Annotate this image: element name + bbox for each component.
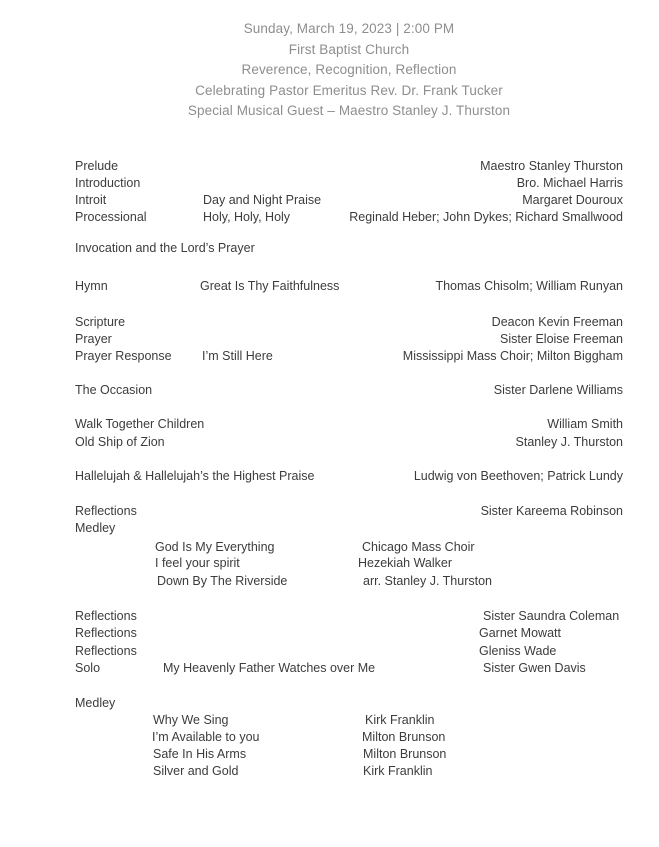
program-row [75,434,623,451]
program-cell: Milton Brunson [363,747,447,761]
program-row [75,763,623,780]
program-cell: Gleniss Wade [479,644,557,658]
program-row [75,660,623,677]
header-line: Special Musical Guest – Maestro Stanley J. Thurston [187,103,511,118]
program-row [75,520,623,537]
program-cell: Mississippi Mass Choir; Milton Biggham [402,349,623,363]
program-row [75,158,623,175]
program-cell: Sister Gwen Davis [483,661,586,675]
program [75,0,623,847]
program-row [75,503,623,520]
program-cell: God Is My Everything [155,540,275,554]
program-row [75,468,623,485]
program-cell: Bro. Michael Harris [516,176,623,190]
program-cell: I’m Available to you [152,730,260,744]
program-cell: Sister Saundra Coleman [483,609,620,623]
program-cell: Solo [75,661,101,675]
program-cell: Down By The Riverside [157,574,288,588]
program-cell: Reflections [75,609,137,623]
program-cell: Medley [75,521,116,535]
program-row [75,555,623,572]
program-cell: I feel your spirit [155,556,240,570]
program-cell: Sister Darlene Williams [493,383,623,397]
program-cell: Walk Together Children [75,417,205,431]
program-cell: Thomas Chisolm; William Runyan [435,279,623,293]
program-cell: Prayer [75,332,112,346]
program-cell: Medley [75,696,116,710]
program-cell: Old Ship of Zion [75,435,165,449]
program-row [75,746,623,763]
program-cell: Maestro Stanley Thurston [480,159,623,173]
program-row [75,712,623,729]
program-cell: Hezekiah Walker [358,556,453,570]
program-row [75,573,623,590]
program-cell: Processional [75,210,147,224]
header-line: Celebrating Pastor Emeritus Rev. Dr. Frank Tucker [195,82,503,98]
program-row [75,192,623,209]
program-cell: Invocation and the Lord’s Prayer [75,241,255,255]
program-cell: Stanley J. Thurston [515,435,623,449]
program-cell: Introduction [75,176,141,190]
program-row [75,608,623,625]
program-row [75,695,623,712]
program-cell: Reflections [75,626,137,640]
program-cell: Introit [75,193,107,207]
program-cell: Ludwig von Beethoven; Patrick Lundy [413,469,623,483]
program-cell: Prayer Response [75,349,172,363]
program-cell: arr. Stanley J. Thurston [363,574,492,588]
program-cell: My Heavenly Father Watches over Me [163,661,376,675]
program-cell: Milton Brunson [362,730,446,744]
program-cell: The Occasion [75,383,153,397]
program-cell: Hymn [75,279,108,293]
program-cell: Scripture [75,315,126,329]
program-row [75,278,623,295]
header-line: First Baptist Church [288,41,410,57]
program-cell: Day and Night Praise [203,193,322,207]
program-cell: Great Is Thy Faithfulness [200,279,340,293]
program-cell: Margaret Douroux [522,193,623,207]
program-cell: Deacon Kevin Freeman [491,315,623,329]
program-cell: Reflections [75,644,137,658]
program-row [75,729,623,746]
program-cell: Sister Kareema Robinson [480,504,623,518]
program-cell: Hallelujah & Hallelujah’s the Highest Praise [75,469,315,483]
header-line: Reverence, Recognition, Reflection [241,62,457,77]
program-row [75,539,623,556]
program-cell: Reginald Heber; John Dykes; Richard Smallwood [349,210,623,224]
program-cell: Reflections [75,504,137,518]
program-row [75,416,623,433]
program-row [75,240,623,257]
program-cell: Why We Sing [153,713,229,727]
program-cell: Safe In His Arms [153,747,247,761]
program-cell: Chicago Mass Choir [362,540,475,554]
program-cell: Kirk Franklin [363,764,433,778]
program-row [75,382,623,399]
program-cell: Garnet Mowatt [479,626,561,640]
program-cell: I’m Still Here [202,349,273,363]
program-cell: William Smith [547,417,623,431]
program-row [75,175,623,192]
program-cell: Holy, Holy, Holy [203,210,291,224]
program-row [75,348,623,365]
program-cell: Prelude [75,159,119,173]
header-line: Sunday, March 19, 2023 | 2:00 PM [243,21,455,36]
program-cell: Kirk Franklin [365,713,435,727]
program-row [75,209,623,226]
program-row [75,314,623,331]
program-cell: Silver and Gold [153,764,239,778]
program-row [75,643,623,660]
program-row [75,625,623,642]
program-cell: Sister Eloise Freeman [500,332,623,346]
program-row [75,331,623,348]
